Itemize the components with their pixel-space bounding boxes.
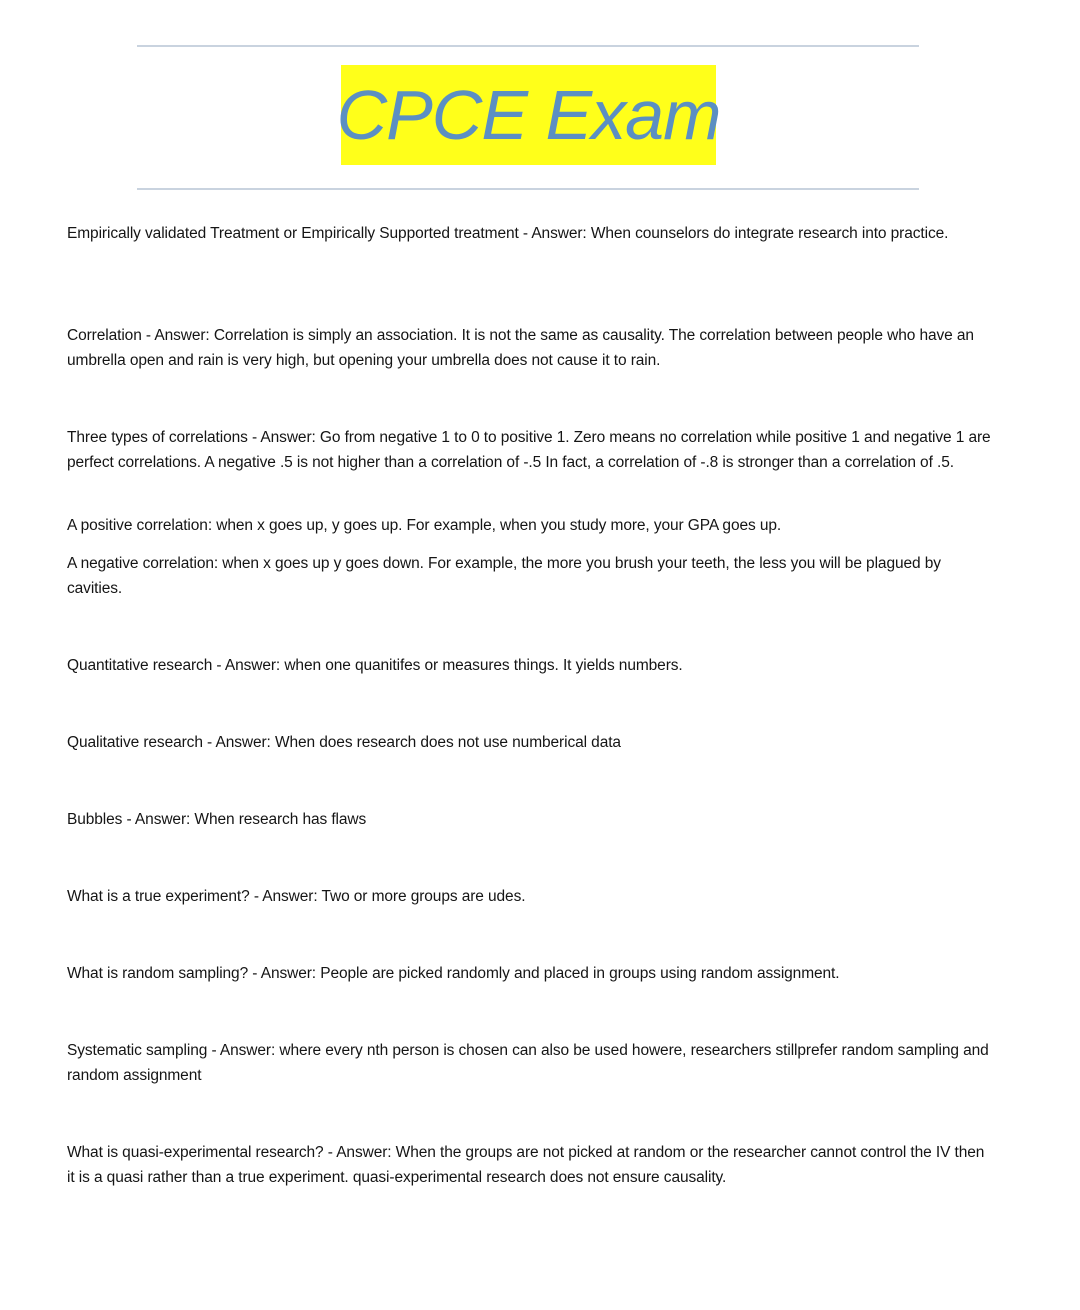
qa-entry-correlation: Correlation - Answer: Correlation is simply an association. It is not the same as causality. The correlation between people who have an umbrella open and rain is very high, but opening your umbrella does not cause it to rain. [67,327,974,369]
qa-entry-random-sampling: What is random sampling? - Answer: People are picked randomly and placed in groups using random assignment. [67,965,840,982]
qa-entry-empirically-validated: Empirically validated Treatment or Empirically Supported treatment - Answer: When counselors do integrate research into practice. [67,225,949,242]
header-bottom-rule [137,188,919,190]
title-highlight-box [336,65,721,165]
qa-entry-true-experiment: What is a true experiment? - Answer: Two or more groups are udes. [67,888,526,905]
document-title: CPCE Exam [336,76,721,154]
qa-entry-systematic-sampling: Systematic sampling - Answer: where every nth person is chosen can also be used howere, researchers stillprefer random sampling and random assignment [67,1042,989,1084]
qa-entry-negative-correlation: A negative correlation: when x goes up y goes down. For example, the more you brush your teeth, the less you will be plagued by cavities. [67,555,941,597]
qa-entry-quantitative-research: Quantitative research - Answer: when one quanitifes or measures things. It yields numbers. [67,657,683,674]
qa-entry-three-types-correlations: Three types of correlations - Answer: Go from negative 1 to 0 to positive 1. Zero means no correlation while positive 1 and negative 1 are perfect correlations. A negative .5 is not higher than a correlation of -.5 In fact, a correlation of -.8 is stronger than a correlation of .5. [67,429,991,471]
header-top-rule [137,45,919,47]
qa-entry-qualitative-research: Qualitative research - Answer: When does research does not use numberical data [67,734,621,751]
qa-entry-quasi-experimental: What is quasi-experimental research? - Answer: When the groups are not picked at random or the researcher cannot control the IV then it is a quasi rather than a true experiment. quasi-experimental research does not ensure causality. [67,1144,985,1186]
qa-entry-bubbles: Bubbles - Answer: When research has flaws [67,811,367,828]
qa-entry-positive-correlation: A positive correlation: when x goes up, y goes up. For example, when you study more, your GPA goes up. [67,517,782,534]
